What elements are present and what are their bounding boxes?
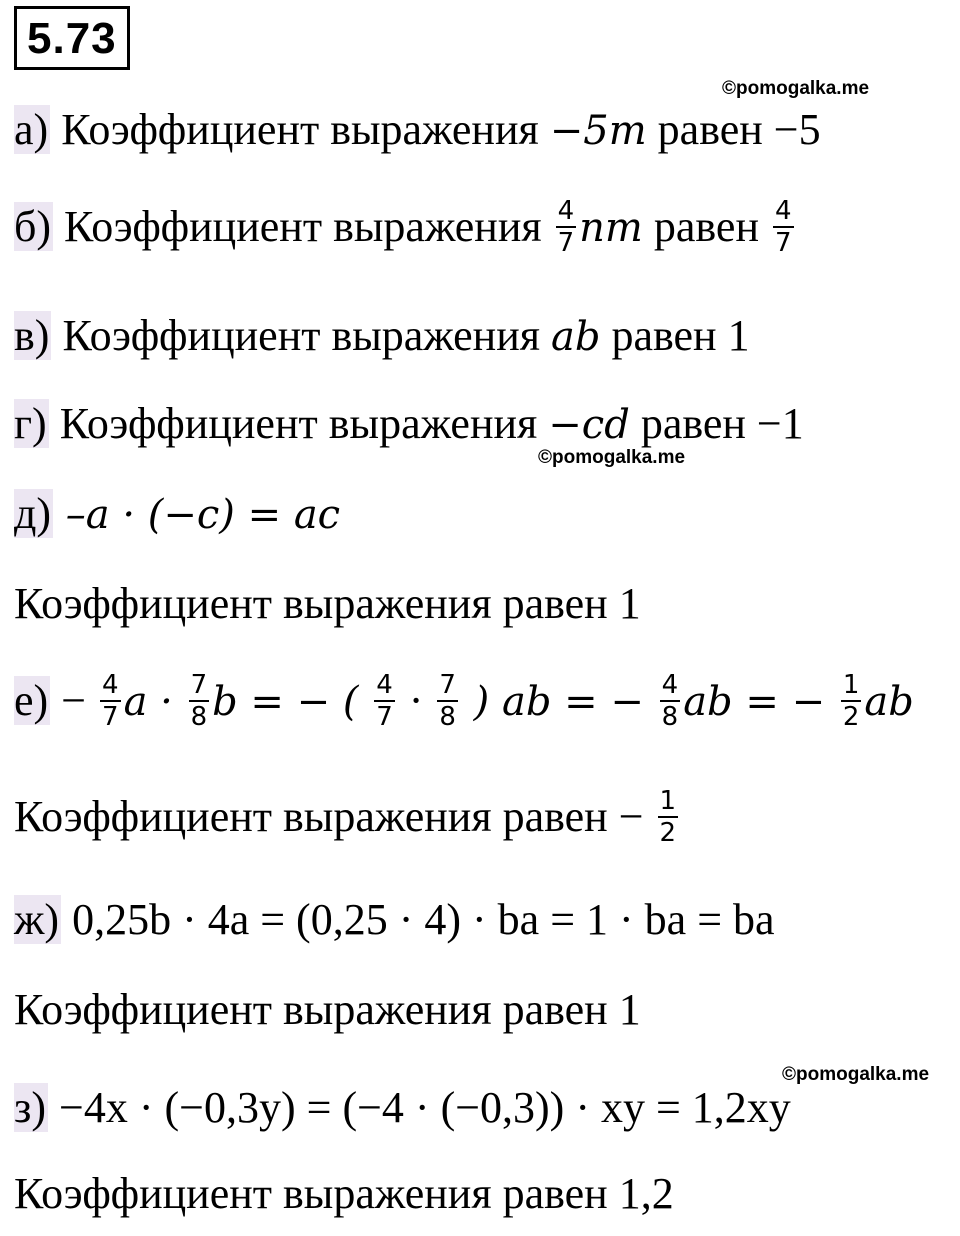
answer-zh: Коэффициент выражения равен 1 (14, 985, 641, 1034)
watermark: ©pomogalka.me (782, 1064, 930, 1085)
fraction: $\frac{4}{8}$ (661, 670, 679, 732)
item-label: з) (14, 1083, 47, 1132)
item-text: Коэффициент выражения (48, 399, 549, 448)
math-expression: ) ab = − (460, 679, 657, 726)
item-label: б) (14, 202, 52, 252)
item-a (14, 104, 821, 157)
math-expression: −cd (548, 402, 630, 448)
item-g (14, 398, 804, 451)
math-expression: −5m (549, 108, 647, 154)
item-v (14, 310, 750, 363)
fraction: $\frac{1}{2}$ (659, 786, 677, 848)
item-b (14, 196, 797, 262)
watermark: ©pomogalka.me (538, 447, 686, 468)
fraction: $\frac{1}{2}$ (842, 670, 860, 732)
fraction: $\frac{4}{7}$ (376, 670, 393, 732)
math-expression: ab = − (683, 679, 838, 726)
math-expression: –a · (−c) = ac (53, 492, 341, 538)
item-text: Коэффициент выражения (53, 202, 553, 252)
math-text: − (50, 676, 98, 726)
fraction: $\frac{4}{7}$ (102, 670, 119, 732)
math-expression: nm (579, 205, 643, 252)
math-expression: ab (551, 314, 601, 360)
math-expression: ab (864, 679, 914, 726)
item-text: Коэффициент выражения (50, 105, 550, 154)
item-label: а) (14, 105, 49, 154)
answer-text: Коэффициент выражения равен − (14, 792, 655, 842)
item-label: г) (14, 399, 47, 448)
fraction: $\frac{4}{7}$ (557, 196, 575, 258)
item-text: равен −1 (629, 399, 804, 448)
item-e (14, 670, 914, 736)
item-text: равен (646, 105, 774, 154)
math-expression: a · (123, 679, 186, 726)
answer-z: Коэффициент выражения равен 1,2 (14, 1169, 674, 1218)
task-number: 5.73 (14, 6, 130, 70)
item-d (14, 488, 340, 541)
math-expression: 0,25b · 4a = (0,25 · 4) · ba = 1 · ba = ba (61, 895, 775, 944)
item-label: е) (14, 676, 49, 726)
fraction: $\frac{7}{8}$ (190, 670, 208, 732)
item-label: д) (14, 489, 52, 538)
item-label: ж) (14, 895, 60, 944)
coefficient-value: −5 (773, 105, 821, 154)
answer-d: Коэффициент выражения равен 1 (14, 579, 641, 628)
fraction: $\frac{4}{7}$ (775, 196, 792, 258)
item-label: в) (14, 311, 50, 360)
item-text: равен 1 (600, 311, 750, 360)
item-zh (14, 894, 775, 946)
item-z (14, 1082, 791, 1134)
fraction: $\frac{7}{8}$ (439, 670, 456, 732)
math-text: · (397, 676, 435, 726)
math-expression: b = − ( (212, 679, 372, 726)
answer-e (14, 786, 681, 852)
watermark: ©pomogalka.me (722, 78, 870, 99)
item-text: равен (642, 202, 770, 252)
item-text: Коэффициент выражения (51, 311, 552, 360)
math-expression: −4x · (−0,3y) = (−4 · (−0,3)) · xy = 1,2xy (48, 1083, 791, 1132)
